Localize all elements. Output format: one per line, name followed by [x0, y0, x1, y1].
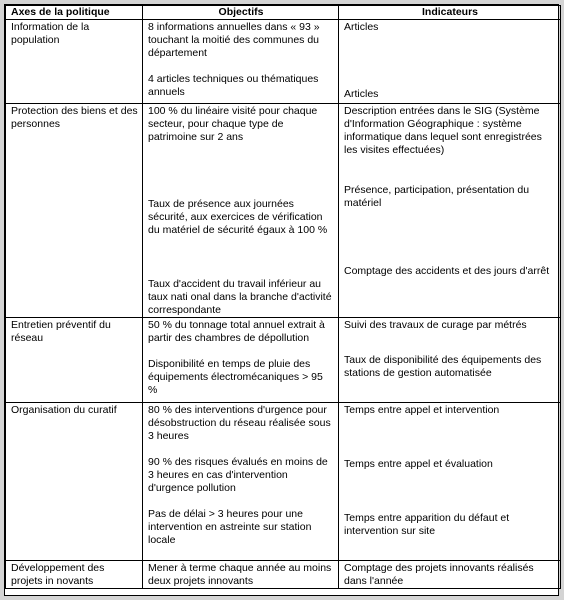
objectif-text: 50 % du tonnage total annuel extrait à partir des chambres de dépollution	[148, 319, 325, 344]
header-indicateurs: Indicateurs	[339, 6, 561, 20]
indicateur-text: Comptage des projets innovants réalisés dans l'année	[344, 562, 534, 587]
table-row	[6, 561, 561, 589]
policy-table-container	[4, 4, 559, 596]
objectif-text: 8 informations annuelles dans « 93 » touchant la moitié des communes du département	[148, 21, 320, 59]
header-axes: Axes de la politique	[6, 6, 143, 20]
indicateur-text: Articles	[344, 88, 379, 100]
indicateurs-cell	[339, 20, 561, 104]
header-objectifs: Objectifs	[143, 6, 339, 20]
indicateur-text: Temps entre appel et évaluation	[344, 458, 493, 470]
indicateur-text: Présence, participation, présentation du matériel	[344, 184, 530, 209]
objectifs-cell	[143, 403, 339, 561]
indicateurs-cell	[339, 104, 561, 318]
axe-cell: Information de la population	[6, 20, 143, 104]
indicateur-text: Suivi des travaux de curage par métrés	[344, 319, 527, 331]
table-row	[6, 403, 561, 561]
indicateurs-cell	[339, 403, 561, 561]
indicateurs-cell	[339, 561, 561, 589]
table-row	[6, 104, 561, 318]
policy-table	[5, 5, 561, 589]
objectif-text: Mener à terme chaque année au moins deux projets innovants	[148, 562, 332, 587]
objectifs-cell	[143, 318, 339, 403]
objectif-text: 100 % du linéaire visité pour chaque secteur, pour chaque type de patrimoine sur 2 ans	[148, 105, 318, 143]
objectif-text: Taux de présence aux journées sécurité, aux exercices de vérification du matériel de sécurité égaux à 100 %	[148, 198, 328, 236]
header-row	[6, 6, 561, 20]
axe-cell: Organisation du curatif	[6, 403, 143, 561]
indicateur-text: Taux de disponibilité des équipements des stations de gestion automatisée	[344, 354, 542, 379]
indicateur-text: Temps entre apparition du défaut et intervention sur site	[344, 512, 510, 537]
objectif-text: Pas de délai > 3 heures pour une intervention en astreinte sur station locale	[148, 508, 312, 546]
objectifs-cell	[143, 20, 339, 104]
axe-cell: Entretien préventif du réseau	[6, 318, 143, 403]
axe-cell: Protection des biens et des personnes	[6, 104, 143, 318]
objectifs-cell	[143, 104, 339, 318]
objectif-text: Disponibilité en temps de pluie des équipements électromécaniques > 95 %	[148, 358, 323, 396]
objectif-text: 4 articles techniques ou thématiques annuels	[148, 73, 319, 98]
objectifs-cell	[143, 561, 339, 589]
indicateur-text: Articles	[344, 21, 379, 33]
indicateur-text: Comptage des accidents et des jours d'arrêt	[344, 265, 550, 277]
table-row	[6, 318, 561, 403]
indicateurs-cell	[339, 318, 561, 403]
axe-cell: Développement des projets in novants	[6, 561, 143, 589]
objectif-text: 90 % des risques évalués en moins de 3 heures en cas d'intervention d'urgence pollution	[148, 456, 328, 494]
indicateur-text: Description entrées dans le SIG (Système d'Information Géographique : système informatique dans lequel sont enregistrées les visites effectuées)	[344, 105, 542, 156]
objectif-text: Taux d'accident du travail inférieur au taux nati onal dans la branche d'activité correspondante	[148, 278, 332, 316]
objectif-text: 80 % des interventions d'urgence pour désobstruction du réseau réalisée sous 3 heures	[148, 404, 331, 442]
indicateur-text: Temps entre appel et intervention	[344, 404, 500, 416]
table-row	[6, 20, 561, 104]
